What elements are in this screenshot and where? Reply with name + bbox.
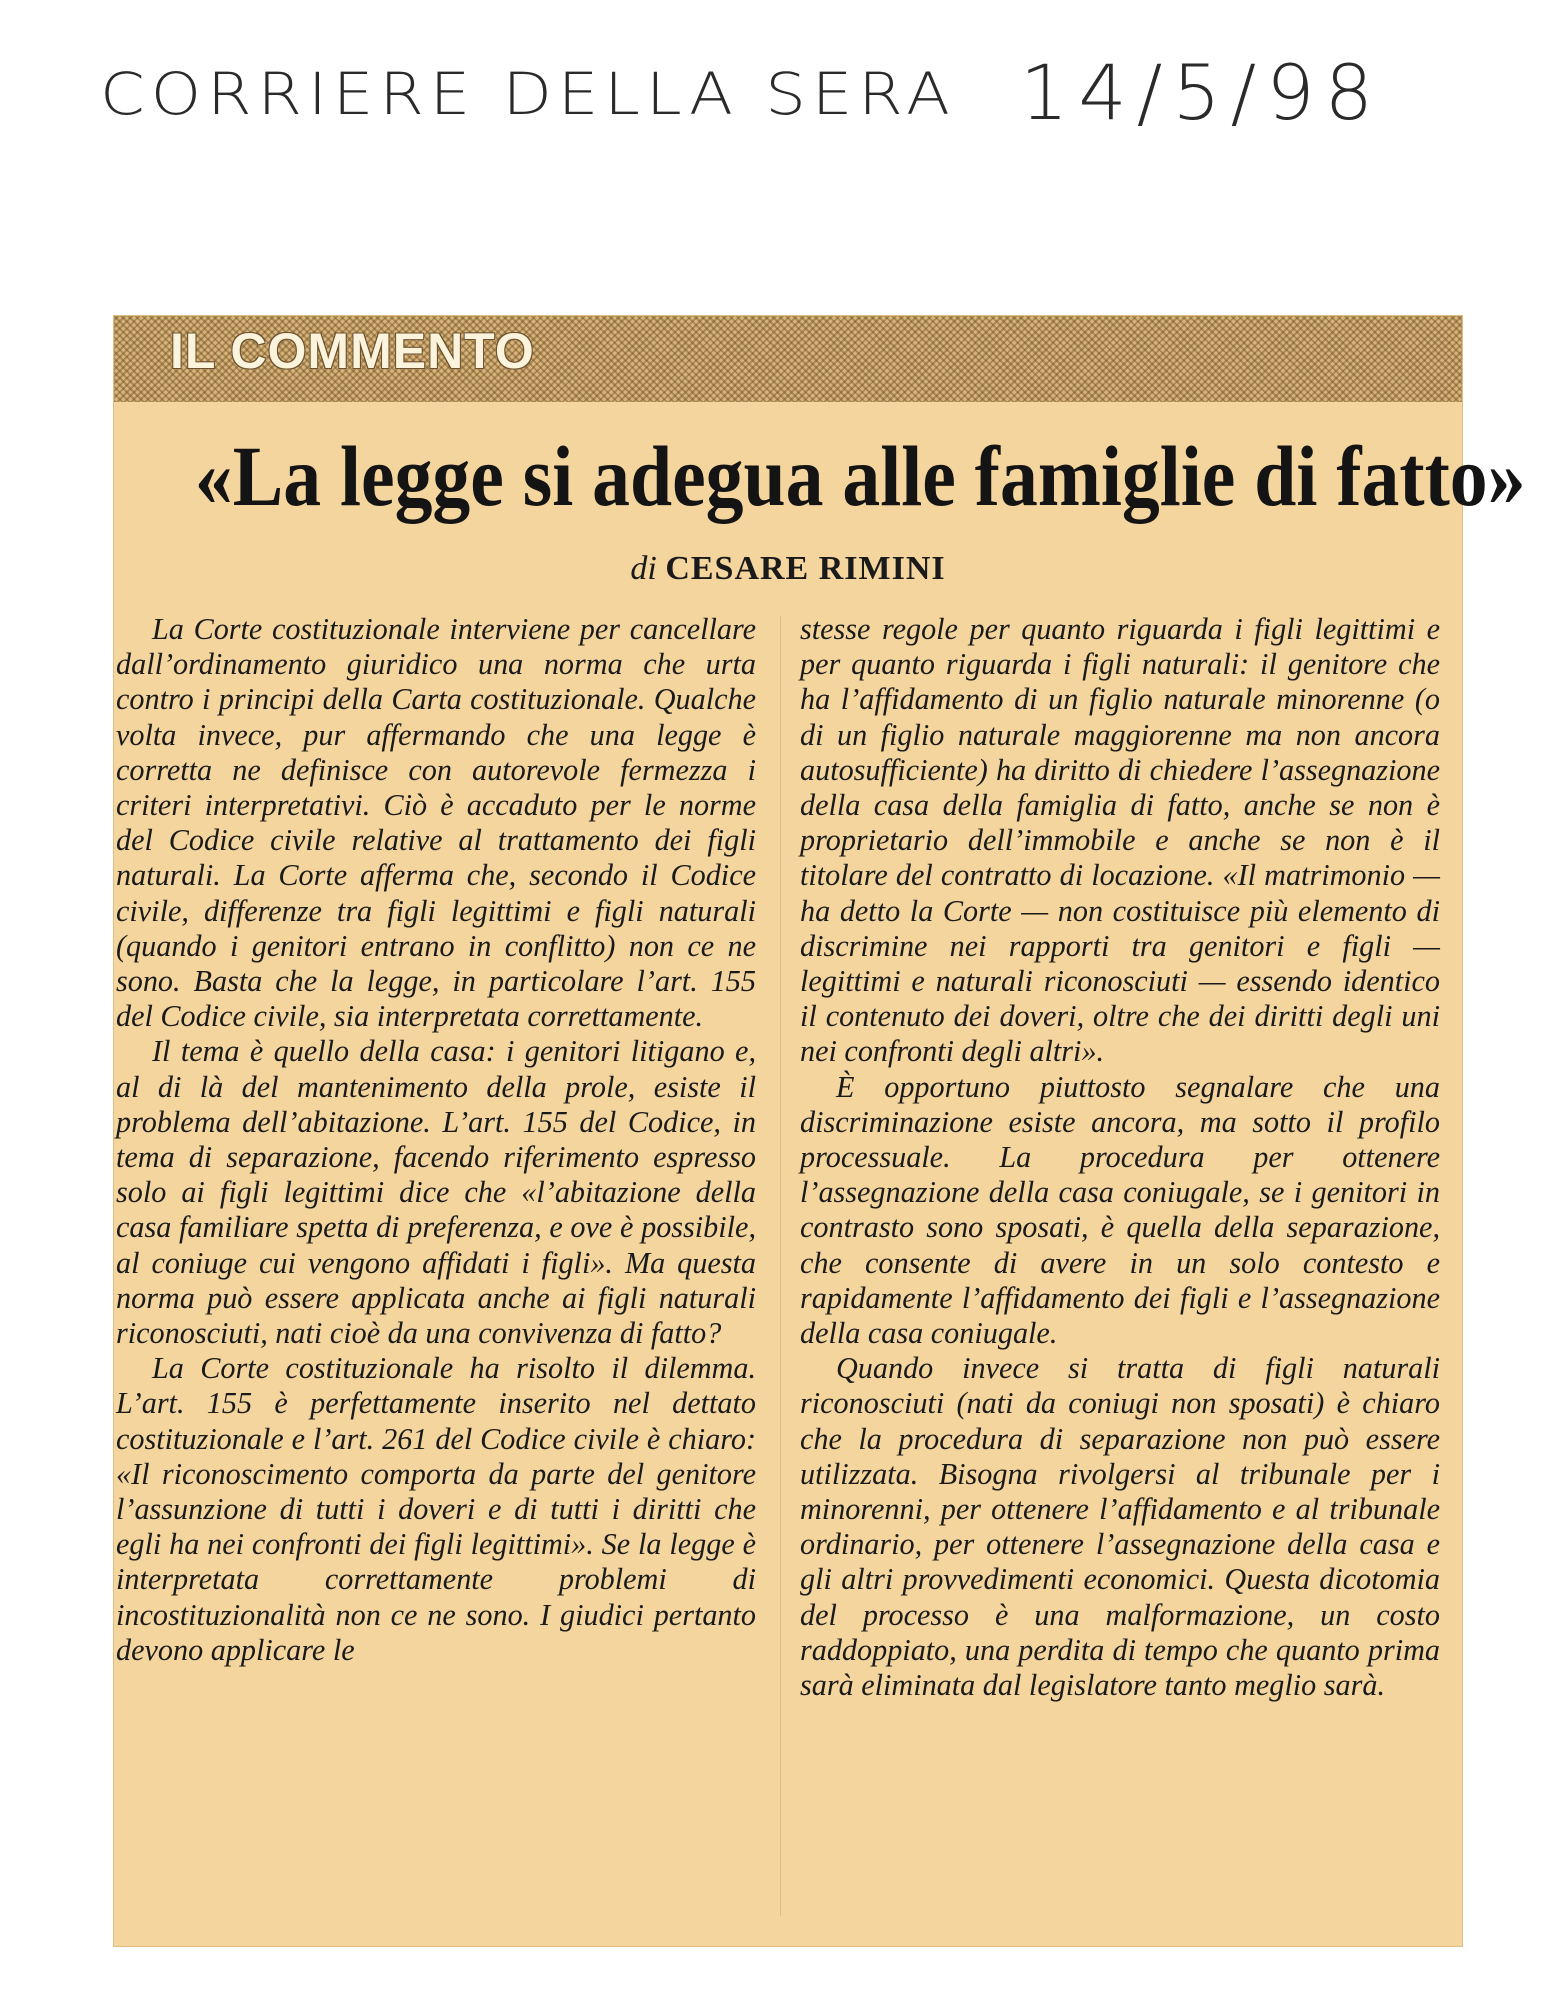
handwritten-date: 14/5/98 bbox=[1020, 48, 1383, 137]
rubric-label: IL COMMENTO bbox=[170, 323, 535, 379]
paragraph: Il tema è quello della casa: i genitori litigano e, al di là del mantenimento della prole, esiste il problema dell’abitazione. L’art. 155 del Codice, in tema di separazione, facendo riferimento espresso solo ai figli legittimi dice che «l’abitazione della casa familiare spetta di preferenza, e ove è possibile, al coniuge cui vengono affidati i figli». Ma questa norma può essere applicata anche ai figli naturali riconosciuti, nati cioè da una convivenza di fatto? bbox=[116, 1034, 756, 1351]
column-divider bbox=[780, 616, 781, 1916]
byline-prefix: di bbox=[630, 550, 657, 587]
paragraph: Quando invece si tratta di figli naturali riconosciuti (nati da coniugi non sposati) è chiaro che la procedura di separazione non può essere utilizzata. Bisogna rivolgersi al tribunale per i minorenni, per ottenere l’affidamento e al tribunale ordinario, per ottenere l’assegnazione della casa e gli altri provvedimenti economici. Questa dicotomia del processo è una malformazione, un costo raddoppiato, una perdita di tempo che quanto prima sarà eliminata dal legislatore tanto meglio sarà. bbox=[800, 1351, 1440, 1703]
rubric-band bbox=[114, 316, 1462, 402]
article-column-left bbox=[116, 612, 756, 1668]
paragraph: stesse regole per quanto riguarda i figli legittimi e per quanto riguarda i figli naturali: il genitore che ha l’affidamento di un figlio naturale minorenne (o di un figlio naturale maggiorenne ma non ancora autosufficiente) ha diritto di chiedere l’assegnazione della casa della famiglia di fatto, anche se non è proprietario dell’immobile e anche se non è il titolare del contratto di locazione. «Il matrimonio — ha detto la Corte — non costituisce più elemento di discrimine nei rapporti tra genitori e figli — legittimi e naturali riconosciuti — essendo identico il contenuto dei doveri, oltre che dei diritti degli uni nei confronti degli altri». bbox=[800, 612, 1440, 1069]
paragraph: La Corte costituzionale interviene per cancellare dall’ordinamento giuridico una norma che urta contro i principi della Carta costituzionale. Qualche volta invece, pur affermando che una legge è corretta ne definisce con autorevole fermezza i criteri interpretativi. Ciò è accaduto per le norme del Codice civile relative al trattamento dei figli naturali. La Corte afferma che, secondo il Codice civile, differenze tra figli legittimi e figli naturali (quando i genitori entrano in conflitto) non ce ne sono. Basta che la legge, in particolare l’art. 155 del Codice civile, sia interpretata correttamente. bbox=[116, 612, 756, 1034]
newspaper-clipping bbox=[114, 316, 1526, 1946]
handwritten-masthead: CORRIERE DELLA SERA bbox=[100, 61, 956, 129]
handwritten-annotation bbox=[100, 40, 1400, 160]
paragraph: La Corte costituzionale ha risolto il dilemma. L’art. 155 è perfettamente inserito nel dettato costituzionale e l’art. 261 del Codice civile è chiaro: «Il riconoscimento comporta da parte del genitore l’assunzione di tutti i doveri e di tutti i diritti che egli ha nei confronti dei figli legittimi». Se la legge è interpretata correttamente problemi di incostituzionalità non ce ne sono. I giudici pertanto devono applicare le bbox=[116, 1351, 756, 1667]
byline-author: CESARE RIMINI bbox=[665, 550, 946, 587]
paragraph: È opportuno piuttosto segnalare che una discriminazione esiste ancora, ma sotto il profilo processuale. La procedura per ottenere l’assegnazione della casa coniugale, se i genitori in contrasto sono sposati, è quella della separazione, che consente di avere in un solo contesto e rapidamente l’affidamento dei figli e l’assegnazione della casa coniugale. bbox=[800, 1069, 1440, 1351]
article-headline: «La legge si adegua alle famiglie di fatto» bbox=[194, 428, 1526, 524]
article-column-right bbox=[800, 612, 1440, 1703]
article-byline bbox=[114, 550, 1462, 588]
